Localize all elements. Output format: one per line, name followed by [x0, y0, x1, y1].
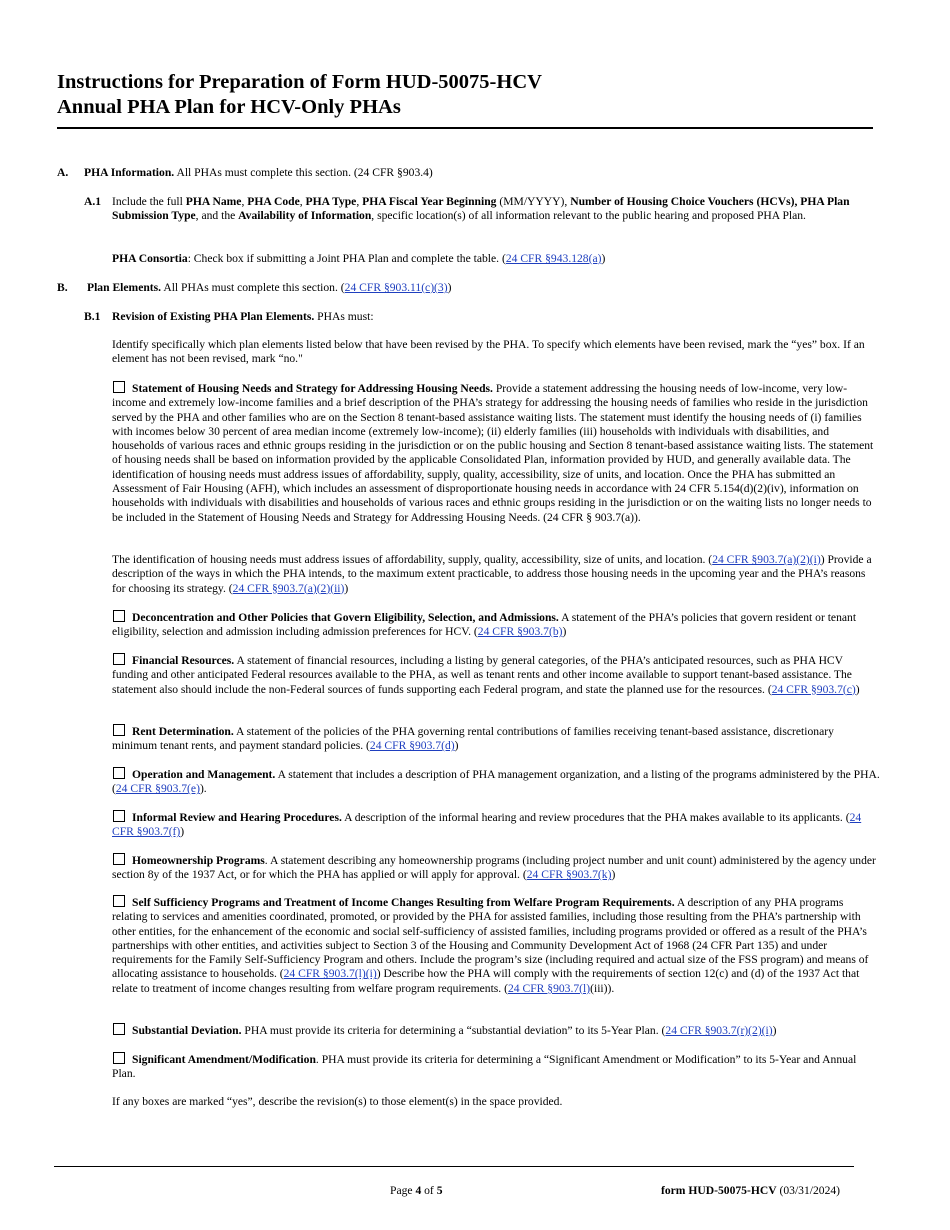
- form-identifier: [661, 1184, 840, 1197]
- cfr-link-903-7b[interactable]: 24 CFR §903.7(b): [477, 625, 563, 639]
- homeownership-item: [112, 853, 880, 883]
- consortia-heading: PHA Consortia: [112, 252, 188, 265]
- self-sufficiency-text-2: ) Describe how the PHA will comply with the requirements of section 12(c) and (d) of the 1937 Act that relate to treatment of income changes resulting from welfare program requirements. (: [112, 967, 860, 995]
- identification-tail: ): [344, 581, 349, 595]
- deconcentration-checkbox[interactable]: [113, 610, 125, 622]
- page-prefix: Page: [390, 1184, 416, 1197]
- consortia-paragraph: [112, 252, 880, 266]
- a1-text: ,: [299, 195, 306, 208]
- a1-paragraph: [112, 195, 880, 224]
- title-line-2: Annual PHA Plan for HCV-Only PHAs: [57, 96, 401, 118]
- significant-item: [112, 1052, 880, 1082]
- cfr-link-903-11c3[interactable]: 24 CFR §903.11(c)(3): [344, 281, 448, 294]
- financial-text: A statement of financial resources, including a listing by general categories, of the PHA’s anticipated resources, such as PHA HCV funding and other anticipated Federal resources available to the PHA, as well as tenant rents and other income available to support tenant-based assistance. The statement also should include the non-Federal sources of funds supporting each Federal program, and state the planned use for the resources. (: [112, 654, 852, 696]
- form-date: (03/31/2024): [776, 1184, 841, 1197]
- informal-item: [112, 810, 880, 840]
- page-current: 4: [415, 1184, 422, 1197]
- closing-paragraph: If any boxes are marked “yes”, describe the revision(s) to those element(s) in the space provided.: [112, 1095, 563, 1108]
- operation-checkbox[interactable]: [113, 767, 125, 779]
- cfr-link-903-7f[interactable]: 24 CFR §903.7(f): [112, 811, 862, 839]
- self-sufficiency-checkbox[interactable]: [113, 895, 125, 907]
- rent-text: A statement of the policies of the PHA governing rental contributions of families receiving tenant-based assistance, discretionary minimum tenant rents, and payment standard policies. (: [112, 725, 834, 753]
- substantial-text: PHA must provide its criteria for determining a “substantial deviation” to its 5-Year Plan. (: [241, 1024, 666, 1037]
- cfr-link-903-7c[interactable]: 24 CFR §903.7(c): [771, 682, 856, 696]
- cfr-link-903-7a2ii[interactable]: 24 CFR §903.7(a)(2)(ii): [232, 581, 345, 595]
- self-sufficiency-text: A description of any PHA programs relating to services and amenities coordinated, promoted, or provided by the PHA for assisted families, including those resulting from the PHA’s partnership with other entities, for the enhancement of the economic and social self-sufficiency of assisted families, including programs provided or offered as a result of the PHA’s partnerships with other entities, and activities subject to Section 3 of the Housing and Community Development Act of 1968 (24 CFR Part 135) and under requirements for the Family Self-Sufficiency Program and others. Include the program’s size (including required and actual size of the FSS program) and means of allocating assistance to households. (: [112, 896, 869, 981]
- housing-needs-checkbox[interactable]: [113, 381, 125, 393]
- homeownership-title: Homeownership Programs: [132, 854, 265, 867]
- rent-checkbox[interactable]: [113, 724, 125, 736]
- deconcentration-title: Deconcentration and Other Policies that Govern Eligibility, Selection, and Admissions.: [132, 611, 559, 624]
- a1-bold-availability: Availability of Information: [238, 209, 372, 223]
- housing-needs-text: Provide a statement addressing the housing needs of low-income, very low-income and extremely low-income families and a brief description of the PHA’s strategy for addressing the housing needs of families who reside in the jurisdiction served by the PHA and other families who are on the Section 8 tenant-based assistance waiting lists. The statement must identify the housing needs of (i) families with incomes below 30 percent of area median income (extremely low-income); (ii) elderly families (iii) households with individuals with disabilities, and households of various races and ethnic groups residing in the jurisdiction or on the public housing and Section 8 tenant-based assistance waiting lists. The statement of housing needs shall be based on information provided by the applicable Consolidated Plan, information provided by HUD, and generally available data. The identification of housing needs must address issues of affordability, supply, quality, accessibility, size of units, and location. Once the PHA has submitted an Assessment of Fair Housing (AFH), which includes an assessment of disproportionate housing needs in accordance with 24 CFR 5.154(d)(2)(iv), information on households with individuals with disabilities and households of various races and ethnic groups residing in the jurisdiction or on the waiting lists no longer needs to be included in the Statement of Housing Needs and Strategy for Addressing Housing Needs. (24 CFR § 903.7(a)).: [112, 382, 874, 524]
- rent-tail: ): [454, 739, 459, 753]
- deconcentration-tail: ): [562, 625, 567, 639]
- homeownership-text: . A statement describing any homeownership programs (including project number and unit count) administered by the agency under section 8y of the 1937 Act, or for which the PHA has applied or will apply for approval. (: [112, 854, 876, 882]
- title-divider: [57, 127, 873, 129]
- section-a-letter: A.: [57, 166, 69, 179]
- a1-number: A.1: [84, 195, 102, 208]
- consortia-tail: ): [601, 252, 606, 265]
- financial-tail: ): [855, 682, 860, 696]
- page-title: [57, 70, 897, 120]
- cfr-link-943-128a[interactable]: 24 CFR §943.128(a): [505, 252, 602, 265]
- informal-checkbox[interactable]: [113, 810, 125, 822]
- a1-bold-pha-code: PHA Code: [247, 195, 300, 208]
- a1-text: Include the full: [112, 195, 186, 208]
- section-a-heading-line: [84, 166, 884, 180]
- section-a-text: All PHAs must complete this section. (24 CFR §903.4): [174, 166, 433, 179]
- cfr-link-903-7k[interactable]: 24 CFR §903.7(k): [526, 868, 612, 882]
- informal-title: Informal Review and Hearing Procedures.: [132, 811, 342, 824]
- a1-text: ,: [241, 195, 248, 208]
- a1-bold-fiscal-year: PHA Fiscal Year Beginning: [362, 195, 497, 208]
- financial-checkbox[interactable]: [113, 653, 125, 665]
- substantial-checkbox[interactable]: [113, 1023, 125, 1035]
- cfr-link-903-7r2i[interactable]: 24 CFR §903.7(r)(2)(i): [665, 1024, 773, 1037]
- cfr-link-903-7e[interactable]: 24 CFR §903.7(e): [115, 782, 200, 796]
- informal-tail: ): [180, 825, 185, 839]
- b1-heading-line: [112, 310, 872, 324]
- self-sufficiency-item: [112, 895, 880, 996]
- form-name: form HUD-50075-HCV: [661, 1184, 777, 1197]
- a1-text: , and the: [195, 209, 239, 223]
- section-b-tail: ): [447, 281, 452, 294]
- deconcentration-item: [112, 610, 880, 640]
- rent-item: [112, 724, 880, 754]
- a1-text: (MM/YYYY),: [496, 195, 571, 208]
- identification-paragraph: [112, 553, 880, 596]
- housing-needs-item: [112, 381, 880, 525]
- substantial-title: Substantial Deviation.: [132, 1024, 242, 1037]
- consortia-text: : Check box if submitting a Joint PHA Plan and complete the table. (: [187, 252, 506, 265]
- cfr-link-903-7l-i[interactable]: 24 CFR §903.7(l)(i): [283, 967, 377, 981]
- identification-text: ) Provide a description of the ways in which the PHA intends, to the maximum extent practicable, to address those housing needs in the upcoming year and the PHA’s reasons for choosing its strategy. (: [112, 553, 872, 595]
- significant-text: . PHA must provide its criteria for determining a “Significant Amendment or Modification” to its 5-Year and Annual Plan.: [112, 1053, 857, 1081]
- homeownership-checkbox[interactable]: [113, 853, 125, 865]
- substantial-item: [112, 1023, 880, 1038]
- b1-intro-paragraph: Identify specifically which plan elements listed below that have been revised by the PHA. To specify which elements have been revised, mark the “yes” box. If an element has not been revised, mark “no.": [112, 338, 865, 366]
- b1-heading: Revision of Existing PHA Plan Elements.: [112, 310, 315, 323]
- self-sufficiency-tail: (iii)).: [590, 981, 615, 995]
- operation-tail: ).: [199, 782, 207, 796]
- a1-text: ,: [356, 195, 363, 208]
- section-b-heading: Plan Elements.: [87, 281, 162, 294]
- significant-title: Significant Amendment/Modification: [132, 1053, 316, 1066]
- title-line-1: Instructions for Preparation of Form HUD-50075-HCV: [57, 71, 542, 93]
- cfr-link-903-7l-iii[interactable]: 24 CFR §903.7(l): [507, 981, 591, 995]
- section-b-text: All PHAs must complete this section. (: [161, 281, 345, 294]
- financial-title: Financial Resources.: [132, 654, 235, 667]
- a1-bold-pha-type: PHA Type: [305, 195, 357, 208]
- financial-item: [112, 653, 880, 697]
- homeownership-tail: ): [611, 868, 616, 882]
- operation-item: [112, 767, 880, 797]
- self-sufficiency-title: Self Sufficiency Programs and Treatment of Income Changes Resulting from Welfare Program Requirements.: [132, 896, 675, 909]
- cfr-link-903-7d[interactable]: 24 CFR §903.7(d): [369, 739, 455, 753]
- informal-text: A description of the informal hearing and review procedures that the PHA makes available to its applicants. (: [341, 811, 850, 824]
- footer-divider: [54, 1166, 854, 1167]
- identification-text: The identification of housing needs must address issues of affordability, supply, quality, accessibility, size of units, and location. (: [112, 553, 713, 566]
- page-of: of: [421, 1184, 437, 1197]
- deconcentration-text: A statement of the PHA’s policies that govern resident or tenant eligibility, selection and admission including admission preferences for HCV. (: [112, 611, 857, 639]
- a1-text: , specific location(s) of all information relevant to the public hearing and proposed PHA Plan.: [371, 209, 806, 223]
- b1-number: B.1: [84, 310, 101, 323]
- section-b-letter: B.: [57, 281, 68, 294]
- page-number: [390, 1184, 443, 1197]
- section-b-heading-line: [87, 281, 887, 295]
- cfr-link-903-7a2i[interactable]: 24 CFR §903.7(a)(2)(i): [712, 553, 821, 566]
- a1-bold-pha-name: PHA Name: [185, 195, 242, 208]
- significant-checkbox[interactable]: [113, 1052, 125, 1064]
- substantial-tail: ): [772, 1024, 777, 1037]
- rent-title: Rent Determination.: [132, 725, 234, 738]
- operation-title: Operation and Management.: [132, 768, 276, 781]
- operation-text: A statement that includes a description of PHA management organization, and a listing of the programs administered by the PHA. (: [112, 768, 880, 796]
- page-total: 5: [436, 1184, 443, 1197]
- b1-text: PHAs must:: [314, 310, 374, 323]
- section-a-heading: PHA Information.: [84, 166, 175, 179]
- housing-needs-title: Statement of Housing Needs and Strategy for Addressing Housing Needs.: [132, 382, 493, 395]
- a1-bold-hcv-submission: Number of Housing Choice Vouchers (HCVs), PHA Plan Submission Type: [112, 195, 850, 223]
